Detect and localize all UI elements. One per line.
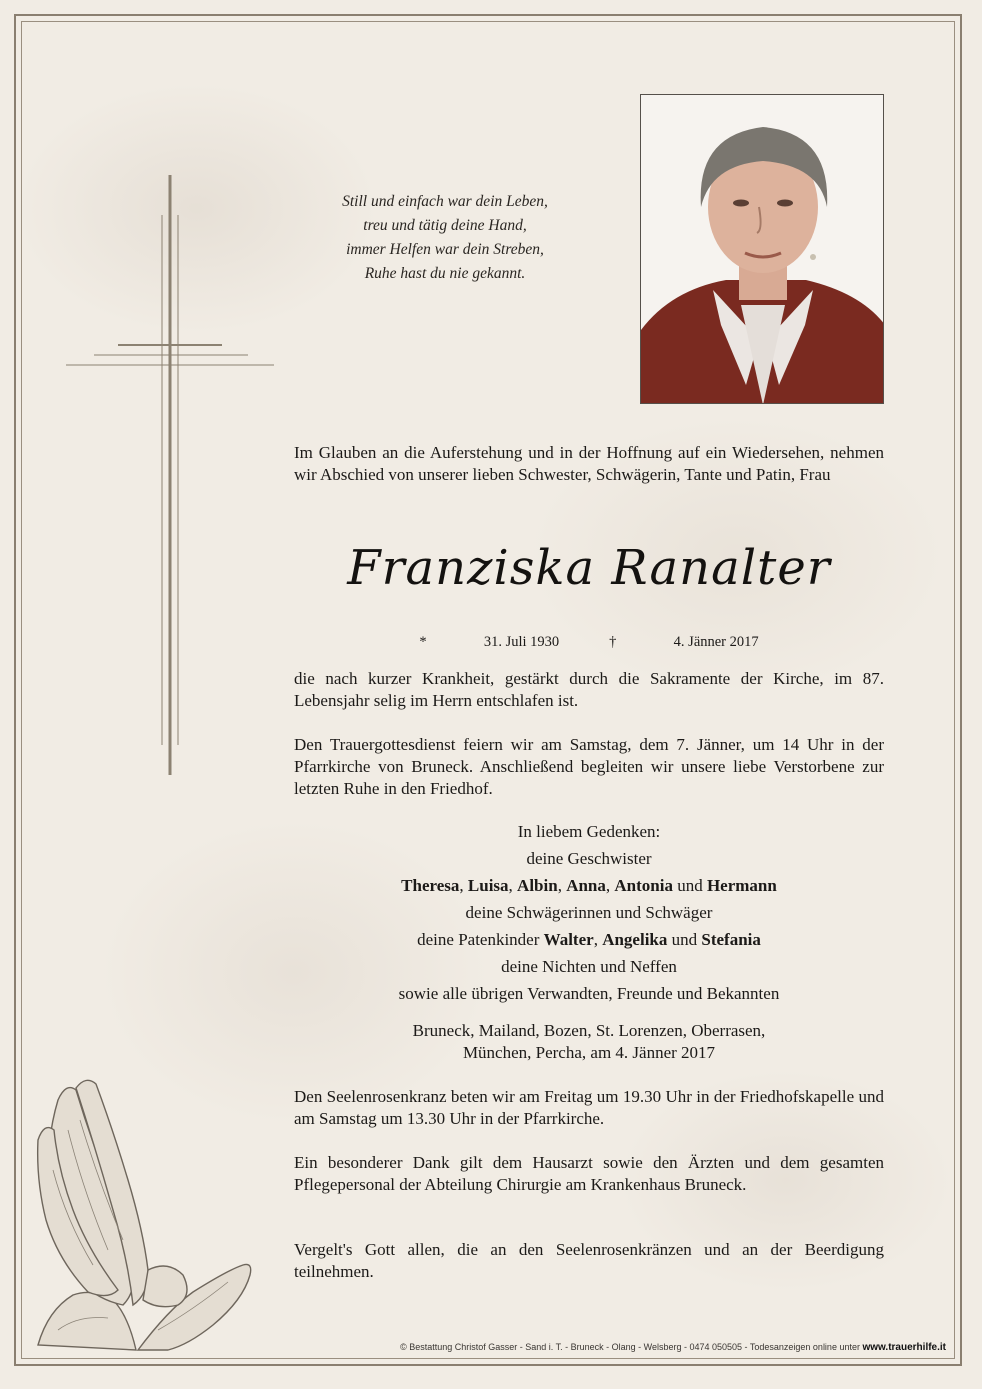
life-dates bbox=[294, 634, 884, 651]
verse-line: treu und tätig deine Hand, bbox=[363, 217, 527, 234]
siblings-names: Theresa, Luisa, Albin, Anna, Antonia und Hermann bbox=[401, 876, 777, 895]
sibling-name: Antonia bbox=[614, 876, 673, 895]
godchild-name: Stefania bbox=[701, 930, 761, 949]
places-line: Bruneck, Mailand, Bozen, St. Lorenzen, Oberrasen, bbox=[412, 1021, 766, 1040]
godchild-name: Angelika bbox=[602, 930, 668, 949]
and-word: und bbox=[671, 930, 698, 949]
death-date-text: 4. Jänner 2017 bbox=[673, 634, 759, 650]
places-line: München, Percha, am 4. Jänner 2017 bbox=[462, 1043, 716, 1062]
cross-icon bbox=[60, 175, 280, 775]
footer bbox=[270, 1342, 946, 1353]
in-laws-line: deine Schwägerinnen und Schwäger bbox=[465, 903, 713, 922]
sibling-name: Hermann bbox=[706, 876, 777, 895]
death-symbol: † bbox=[609, 634, 617, 650]
thanks-paragraph: Ein besonderer Dank gilt dem Hausarzt sowie den Ärzten und dem gesamten Pflegepersonal der Abteilung Chirurgie am Krankenhaus Bruneck. bbox=[294, 1153, 884, 1194]
rosary-paragraph: Den Seelenrosenkranz beten wir am Freitag um 19.30 Uhr in der Friedhofskapelle und am Samstag um 13.30 Uhr in der Pfarrkirche. bbox=[294, 1087, 884, 1128]
siblings-label: deine Geschwister bbox=[526, 849, 652, 868]
verse bbox=[300, 190, 590, 286]
birth-symbol: * bbox=[419, 634, 427, 650]
godchildren-label: deine Patenkinder bbox=[417, 930, 540, 949]
verse-line: Ruhe hast du nie gekannt. bbox=[364, 265, 526, 282]
birth-date bbox=[419, 634, 559, 650]
verse-line: immer Helfen war dein Streben, bbox=[346, 241, 544, 258]
passing-paragraph: die nach kurzer Krankheit, gestärkt durch die Sakramente der Kirche, im 87. Lebensjahr selig im Herrn entschlafen ist. bbox=[294, 669, 884, 710]
nieces-line: deine Nichten und Neffen bbox=[501, 957, 677, 976]
others-line: sowie alle übrigen Verwandten, Freunde und Bekannten bbox=[398, 984, 780, 1003]
praying-hands-icon bbox=[18, 1060, 258, 1360]
closing-paragraph: Vergelt's Gott allen, die an den Seelenrosenkränzen und an der Beerdigung teilnehmen. bbox=[294, 1240, 884, 1281]
verse-line: Still und einfach war dein Leben, bbox=[342, 193, 548, 210]
sibling-name: Anna bbox=[566, 876, 606, 895]
godchild-name: Walter bbox=[543, 930, 594, 949]
intro-paragraph: Im Glauben an die Auferstehung und in der Hoffnung auf ein Wiedersehen, nehmen wir Abschied von unserer lieben Schwester, Schwägerin, Tante und Patin, Frau bbox=[294, 443, 884, 484]
death-date bbox=[609, 634, 758, 650]
mourners-heading: In liebem Gedenken: bbox=[517, 822, 661, 841]
sibling-name: Luisa bbox=[467, 876, 509, 895]
footer-text: © Bestattung Christof Gasser - Sand i. T. - Bruneck - Olang - Welsberg - 0474 050505 - Todesanzeigen online unter bbox=[400, 1342, 863, 1352]
places-and-date bbox=[294, 1020, 884, 1064]
footer-link[interactable]: www.trauerhilfe.it bbox=[862, 1342, 946, 1353]
birth-date-text: 31. Juli 1930 bbox=[483, 634, 560, 650]
deceased-name: Franziska Ranalter bbox=[347, 540, 831, 596]
godchildren-line: deine Patenkinder Walter, Angelika und Stefania bbox=[417, 930, 761, 949]
portrait-photo bbox=[640, 94, 884, 404]
sibling-name: Theresa bbox=[401, 876, 460, 895]
mourners-list bbox=[294, 818, 884, 1007]
and-word: und bbox=[677, 876, 703, 895]
sibling-name: Albin bbox=[517, 876, 558, 895]
funeral-paragraph: Den Trauergottesdienst feiern wir am Samstag, dem 7. Jänner, um 14 Uhr in der Pfarrkirche von Bruneck. Anschließend begleiten wir unsere liebe Verstorbene zur letzten Ruhe in den Friedhof. bbox=[294, 735, 884, 798]
